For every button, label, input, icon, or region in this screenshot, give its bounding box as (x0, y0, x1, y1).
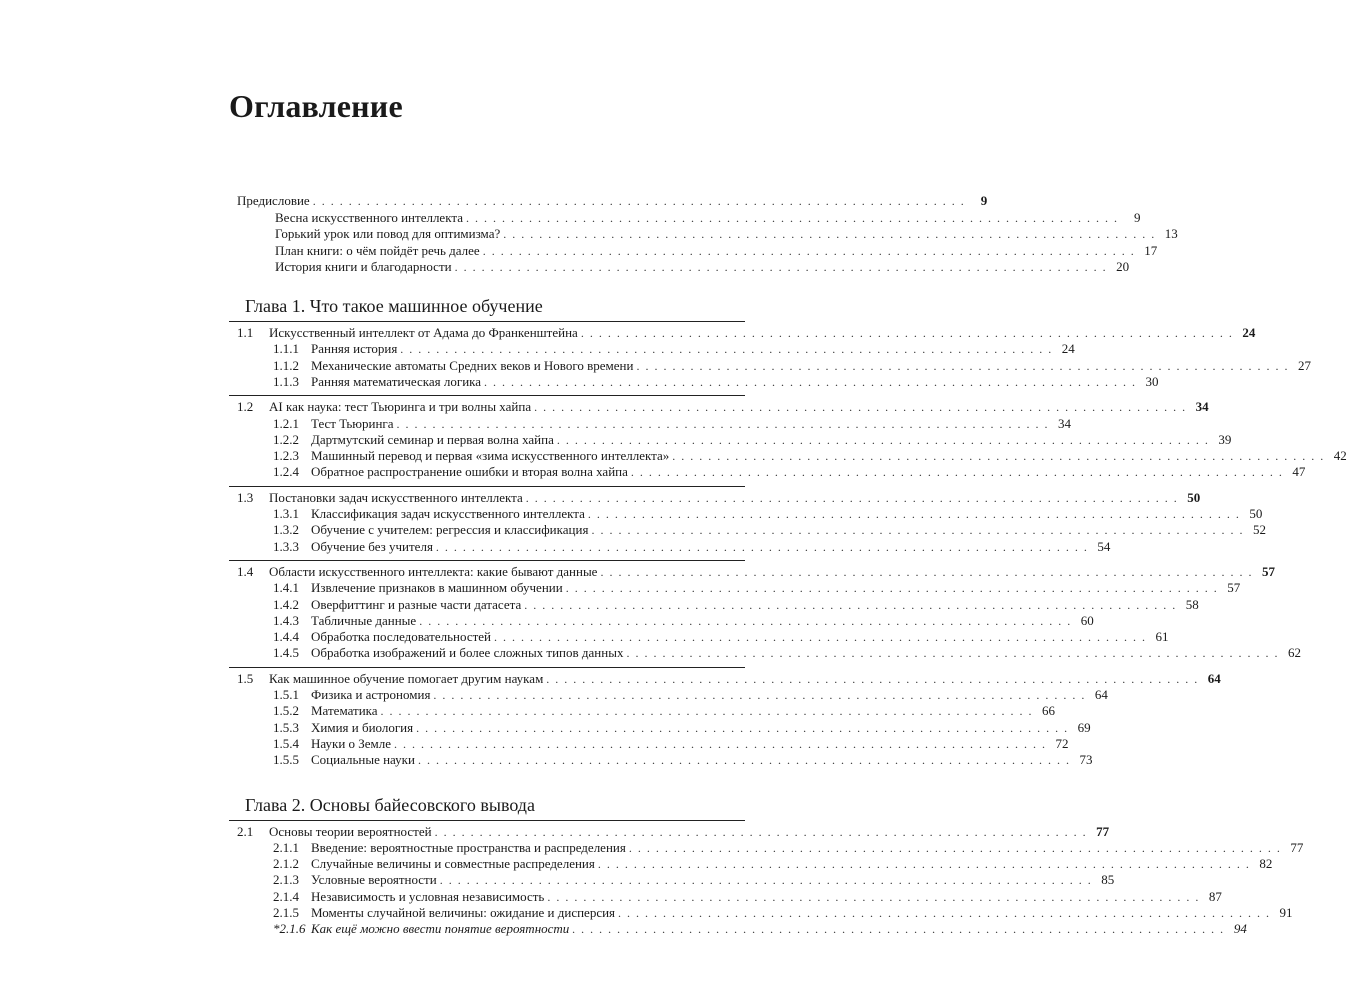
entry-title: Независимость и условная независимость (311, 888, 545, 904)
entry-title: Машинный перевод и первая «зима искусственного интеллекта» (311, 448, 670, 464)
toc-subsection[interactable] (273, 645, 1301, 661)
page-number: 24 (1061, 341, 1075, 357)
entry-number: 1.3.2 (273, 522, 299, 538)
dot-leader: . . . . . . . . . . . . . . . . . . . . . . . . . . . . . . . . . . . . . . . . . . . . . . . . . . . . . . . . . . . . . . . . . . . . . . . . . (618, 906, 1271, 920)
section-divider (229, 395, 745, 396)
entry-number: 1.5.3 (273, 719, 299, 735)
dot-leader: . . . . . . . . . . . . . . . . . . . . . . . . . . . . . . . . . . . . . . . . . . . . . . . . . . . . . . . . . . . . . . . . . . . . . . . . . (636, 358, 1289, 373)
toc-subsection[interactable] (273, 629, 1169, 645)
entry-number: 1.5 (237, 670, 254, 686)
dot-leader: . . . . . . . . . . . . . . . . . . . . . . . . . . . . . . . . . . . . . . . . . . . . . . . . . . . . . . . . . . . . . . . . . . . . . . . . . (484, 374, 1137, 389)
toc-entry-preface-item[interactable] (275, 242, 1158, 259)
entry-number: 2.1 (237, 823, 254, 839)
entry-title: Оверфиттинг и разные части датасета (311, 596, 522, 612)
page-number: 87 (1208, 888, 1222, 904)
dot-leader: . . . . . . . . . . . . . . . . . . . . . . . . . . . . . . . . . . . . . . . . . . . . . . . . . . . . . . . . . . . . . . . . . . . . . . . . . (630, 465, 1284, 480)
entry-title: Классификация задач искусственного интеллекта (311, 506, 585, 521)
dot-leader: . . . . . . . . . . . . . . . . . . . . . . . . . . . . . . . . . . . . . . . . . . . . . . . . . . . . . . . . . . . . . . . . . . . . . . . . . (524, 597, 1177, 612)
entry-number: 1.3.1 (273, 506, 299, 521)
section-divider (229, 560, 745, 561)
dot-leader: . . . . . . . . . . . . . . . . . . . . . . . . . . . . . . . . . . . . . . . . . . . . . . . . . . . . . . . . . . . . . . . . . . . . . . . . . (494, 630, 1147, 645)
toc-subsection[interactable] (273, 921, 1247, 937)
section-divider (229, 667, 745, 668)
entry-title: Горький урок или повод для оптимизма? (275, 226, 501, 242)
dot-leader: . . . . . . . . . . . . . . . . . . . . . . . . . . . . . . . . . . . . . . . . . . . . . . . . . . . . . . . . . . . . . . . . . . . . . . . . . (591, 523, 1244, 538)
entry-title: Обучение без учителя (311, 538, 433, 554)
entry-title: Механические автоматы Средних веков и Нового времени (311, 357, 634, 373)
dot-leader: . . . . . . . . . . . . . . . . . . . . . . . . . . . . . . . . . . . . . . . . . . . . . . . . . . . . . . . . . . . . . . . . . . . . . . . . . (396, 416, 1050, 431)
entry-title: Извлечение признаков в машинном обучении (311, 580, 563, 596)
section-divider (229, 486, 745, 487)
dot-leader: . . . . . . . . . . . . . . . . . . . . . . . . . . . . . . . . . . . . . . . . . . . . . . . . . . . . . . . . . . . . . . . . . . . . . . . . . (600, 564, 1253, 579)
entry-title: Области искусственного интеллекта: какие бывают данные (269, 563, 598, 579)
page-number: 9 (1133, 210, 1141, 225)
entry-title: История книги и благодарности (275, 258, 452, 274)
chapter-heading[interactable]: Глава 1. Что такое машинное обучение (245, 296, 543, 316)
page-number: 58 (1185, 596, 1199, 612)
entry-title: Обратное распространение ошибки и вторая волна хайпа (311, 464, 628, 480)
entry-number: 1.3.3 (273, 538, 299, 554)
page-number: 57 (1261, 563, 1275, 579)
dot-leader: . . . . . . . . . . . . . . . . . . . . . . . . . . . . . . . . . . . . . . . . . . . . . . . . . . . . . . . . . . . . . . . . . . . . . . . . . (546, 671, 1199, 686)
entry-title: Как ещё можно ввести понятие вероятности (311, 921, 570, 937)
entry-title: Физика и астрономия (311, 687, 431, 702)
toc-subsection[interactable] (273, 596, 1199, 613)
dot-leader: . . . . . . . . . . . . . . . . . . . . . . . . . . . . . . . . . . . . . . . . . . . . . . . . . . . . . . . . . . . . . . . . . . . . . . . . . (416, 720, 1069, 735)
toc-section[interactable] (237, 399, 1209, 415)
page-number: 50 (1187, 489, 1201, 505)
page-number: 69 (1077, 719, 1091, 735)
entry-number: 1.4.1 (273, 580, 299, 596)
entry-number: 1.1.3 (273, 373, 299, 389)
dot-leader: . . . . . . . . . . . . . . . . . . . . . . . . . . . . . . . . . . . . . . . . . . . . . . . . . . . . . . . . . . . . . . . . . . . . . . . . . (587, 507, 1241, 521)
toc-entry-preface-item[interactable] (275, 226, 1178, 242)
page-number: 42 (1333, 448, 1347, 464)
page-number: 24 (1242, 325, 1256, 340)
page-number: 64 (1207, 670, 1221, 686)
dot-leader: . . . . . . . . . . . . . . . . . . . . . . . . . . . . . . . . . . . . . . . . . . . . . . . . . . . . . . . . . . . . . . . . . . . . . . . . . (556, 432, 1210, 447)
toc-subsection[interactable] (273, 522, 1266, 538)
toc-section[interactable] (237, 670, 1221, 687)
page-number: 72 (1055, 735, 1069, 751)
dot-leader: . . . . . . . . . . . . . . . . . . . . . . . . . . . . . . . . . . . . . . . . . . . . . . . . . . . . . . . . . . . . . . . . . . . . . . . . . (312, 194, 966, 208)
section-divider (229, 820, 745, 821)
dot-leader: . . . . . . . . . . . . . . . . . . . . . . . . . . . . . . . . . . . . . . . . . . . . . . . . . . . . . . . . . . . . . . . . . . . . . . . . . (547, 889, 1200, 904)
page-number: 20 (1116, 258, 1130, 274)
toc-subsection[interactable] (273, 538, 1111, 555)
toc-subsection[interactable] (273, 415, 1072, 432)
toc-subsection[interactable] (273, 431, 1232, 448)
page-number: 94 (1233, 921, 1247, 937)
dot-leader: . . . . . . . . . . . . . . . . . . . . . . . . . . . . . . . . . . . . . . . . . . . . . . . . . . . . . . . . . . . . . . . . . . . . . . . . . (433, 688, 1086, 702)
dot-leader: . . . . . . . . . . . . . . . . . . . . . . . . . . . . . . . . . . . . . . . . . . . . . . . . . . . . . . . . . . . . . . . . . . . . . . . . . (435, 539, 1089, 554)
page-number: 60 (1080, 612, 1094, 628)
entry-title: Случайные величины и совместные распределения (311, 856, 595, 872)
entry-title: Тест Тьюринга (311, 415, 394, 431)
entry-title: Математика (311, 703, 378, 719)
entry-title: Условные вероятности (311, 872, 437, 888)
dot-leader: . . . . . . . . . . . . . . . . . . . . . . . . . . . . . . . . . . . . . . . . . . . . . . . . . . . . . . . . . . . . . . . . . . . . . . . . . (419, 613, 1072, 628)
dot-leader: . . . . . . . . . . . . . . . . . . . . . . . . . . . . . . . . . . . . . . . . . . . . . . . . . . . . . . . . . . . . . . . . . . . . . . . . . (417, 753, 1071, 768)
entry-number: 1.4.2 (273, 596, 299, 612)
page-number: 61 (1155, 629, 1169, 645)
entry-number: 1.5.4 (273, 735, 299, 751)
toc-subsection[interactable] (273, 719, 1091, 736)
toc-subsection[interactable] (273, 373, 1159, 390)
page-number: 54 (1097, 538, 1111, 554)
dot-leader: . . . . . . . . . . . . . . . . . . . . . . . . . . . . . . . . . . . . . . . . . . . . . . . . . . . . . . . . . . . . . . . . . . . . . . . . . (572, 922, 1225, 937)
page-number: 85 (1101, 872, 1115, 888)
page-number: 66 (1042, 703, 1056, 719)
page-number: 52 (1252, 522, 1266, 538)
page-number: 62 (1287, 645, 1301, 661)
toc-subsection[interactable] (273, 905, 1293, 921)
dot-leader: . . . . . . . . . . . . . . . . . . . . . . . . . . . . . . . . . . . . . . . . . . . . . . . . . . . . . . . . . . . . . . . . . . . . . . . . . (434, 824, 1088, 839)
toc-subsection[interactable] (273, 341, 1075, 357)
entry-title: Весна искусственного интеллекта (275, 210, 463, 225)
toc-subsection[interactable] (273, 580, 1241, 596)
page-number: 77 (1096, 823, 1110, 839)
entry-number: 1.4.4 (273, 629, 299, 645)
dot-leader: . . . . . . . . . . . . . . . . . . . . . . . . . . . . . . . . . . . . . . . . . . . . . . . . . . . . . . . . . . . . . . . . . . . . . . . . . (580, 326, 1234, 340)
page-number: 47 (1292, 464, 1306, 480)
page-number: 73 (1079, 752, 1093, 768)
toc-subsection[interactable] (273, 506, 1263, 522)
entry-title: Искусственный интеллект от Адама до Франкенштейна (269, 325, 578, 340)
dot-leader: . . . . . . . . . . . . . . . . . . . . . . . . . . . . . . . . . . . . . . . . . . . . . . . . . . . . . . . . . . . . . . . . . . . . . . . . . (525, 490, 1179, 505)
toc-subsection[interactable] (273, 888, 1222, 905)
toc-subsection[interactable] (273, 357, 1311, 374)
entry-number: 1.2.3 (273, 448, 299, 464)
toc-subsection[interactable] (273, 703, 1056, 719)
page-number: 77 (1290, 839, 1304, 855)
entry-title: План книги: о чём пойдёт речь далее (275, 242, 480, 258)
entry-title: Химия и биология (311, 719, 414, 735)
entry-number: 2.1.3 (273, 872, 299, 888)
page-number: 34 (1058, 415, 1072, 431)
toc-subsection[interactable] (273, 752, 1093, 768)
dot-leader: . . . . . . . . . . . . . . . . . . . . . . . . . . . . . . . . . . . . . . . . . . . . . . . . . . . . . . . . . . . . . . . . . . . . . . . . . (628, 840, 1282, 855)
page-number: 13 (1164, 226, 1178, 242)
entry-title: Моменты случайной величины: ожидание и дисперсия (311, 905, 616, 920)
toc-section[interactable] (237, 489, 1201, 506)
dot-leader: . . . . . . . . . . . . . . . . . . . . . . . . . . . . . . . . . . . . . . . . . . . . . . . . . . . . . . . . . . . . . . . . . . . . . . . . . (400, 342, 1053, 357)
page-number: 64 (1094, 687, 1108, 702)
entry-number: 1.2.1 (273, 415, 299, 431)
dot-leader: . . . . . . . . . . . . . . . . . . . . . . . . . . . . . . . . . . . . . . . . . . . . . . . . . . . . . . . . . . . . . . . . . . . . . . . . . (672, 449, 1325, 464)
entry-title: Науки о Земле (311, 735, 392, 751)
entry-number: 1.1.1 (273, 341, 299, 357)
page-number: 50 (1249, 506, 1263, 521)
dot-leader: . . . . . . . . . . . . . . . . . . . . . . . . . . . . . . . . . . . . . . . . . . . . . . . . . . . . . . . . . . . . . . . . . . . . . . . . . (534, 400, 1187, 415)
entry-title: Основы теории вероятностей (269, 823, 432, 839)
dot-leader: . . . . . . . . . . . . . . . . . . . . . . . . . . . . . . . . . . . . . . . . . . . . . . . . . . . . . . . . . . . . . . . . . . . . . . . . . (565, 581, 1219, 596)
entry-number: 1.5.1 (273, 687, 299, 702)
dot-leader: . . . . . . . . . . . . . . . . . . . . . . . . . . . . . . . . . . . . . . . . . . . . . . . . . . . . . . . . . . . . . . . . . . . . . . . . . (465, 211, 1119, 225)
entry-number: 2.1.5 (273, 905, 299, 920)
toc-subsection[interactable] (273, 448, 1347, 464)
toc-entry-preface[interactable] (237, 193, 988, 209)
page-number: 91 (1279, 905, 1293, 920)
entry-number: 1.2 (237, 399, 254, 415)
toc-subsection[interactable] (273, 612, 1094, 629)
toc-section[interactable] (237, 325, 1256, 341)
entry-title: Как машинное обучение помогает другим наукам (269, 670, 544, 686)
dot-leader: . . . . . . . . . . . . . . . . . . . . . . . . . . . . . . . . . . . . . . . . . . . . . . . . . . . . . . . . . . . . . . . . . . . . . . . . . (503, 227, 1156, 242)
page-title: Оглавление (229, 88, 403, 124)
dot-leader: . . . . . . . . . . . . . . . . . . . . . . . . . . . . . . . . . . . . . . . . . . . . . . . . . . . . . . . . . . . . . . . . . . . . . . . . . (394, 736, 1047, 751)
toc-subsection[interactable] (273, 687, 1108, 703)
entry-number: 1.4.5 (273, 645, 299, 661)
page-number: 82 (1259, 856, 1273, 872)
dot-leader: . . . . . . . . . . . . . . . . . . . . . . . . . . . . . . . . . . . . . . . . . . . . . . . . . . . . . . . . . . . . . . . . . . . . . . . . . (454, 259, 1108, 274)
toc-subsection[interactable] (273, 464, 1306, 480)
toc-entry-preface-item[interactable] (275, 210, 1141, 226)
entry-number: 1.1.2 (273, 357, 299, 373)
entry-title: Дартмутский семинар и первая волна хайпа (311, 431, 554, 447)
entry-title: Табличные данные (311, 612, 417, 628)
section-divider (229, 321, 745, 322)
entry-number: 1.4.3 (273, 612, 299, 628)
dot-leader: . . . . . . . . . . . . . . . . . . . . . . . . . . . . . . . . . . . . . . . . . . . . . . . . . . . . . . . . . . . . . . . . . . . . . . . . . (626, 646, 1279, 661)
page-number: 57 (1227, 580, 1241, 596)
entry-number: 2.1.2 (273, 856, 299, 872)
entry-number: 1.5.2 (273, 703, 299, 719)
dot-leader: . . . . . . . . . . . . . . . . . . . . . . . . . . . . . . . . . . . . . . . . . . . . . . . . . . . . . . . . . . . . . . . . . . . . . . . . . (380, 704, 1034, 719)
toc-subsection[interactable] (273, 839, 1304, 856)
dot-leader: . . . . . . . . . . . . . . . . . . . . . . . . . . . . . . . . . . . . . . . . . . . . . . . . . . . . . . . . . . . . . . . . . . . . . . . . . (482, 243, 1136, 258)
page-number: 30 (1145, 373, 1159, 389)
page-number: 39 (1218, 431, 1232, 447)
toc-subsection[interactable] (273, 856, 1273, 872)
entry-title: Обработка последовательностей (311, 629, 492, 645)
entry-number: *2.1.6 (273, 921, 306, 937)
page-number: 9 (980, 193, 988, 208)
entry-number: 1.2.4 (273, 464, 299, 480)
entry-title: Обучение с учителем: регрессия и классификация (311, 522, 589, 538)
entry-number: 2.1.4 (273, 888, 299, 904)
entry-title: AI как наука: тест Тьюринга и три волны хайпа (269, 399, 532, 415)
entry-number: 1.2.2 (273, 431, 299, 447)
entry-title: Предисловие (237, 193, 310, 208)
toc-subsection[interactable] (273, 872, 1115, 888)
toc-subsection[interactable] (273, 735, 1069, 752)
dot-leader: . . . . . . . . . . . . . . . . . . . . . . . . . . . . . . . . . . . . . . . . . . . . . . . . . . . . . . . . . . . . . . . . . . . . . . . . . (597, 857, 1251, 872)
entry-number: 2.1.1 (273, 839, 299, 855)
entry-number: 1.4 (237, 563, 254, 579)
toc-section[interactable] (237, 563, 1275, 580)
entry-number: 1.1 (237, 325, 254, 340)
chapter-heading[interactable]: Глава 2. Основы байесовского вывода (245, 794, 535, 815)
page-number: 27 (1297, 357, 1311, 373)
entry-title: Обработка изображений и более сложных типов данных (311, 645, 624, 661)
entry-title: Ранняя история (311, 341, 398, 357)
entry-title: Ранняя математическая логика (311, 373, 482, 389)
entry-title: Введение: вероятностные пространства и распределения (311, 839, 626, 855)
entry-title: Постановки задач искусственного интеллекта (269, 489, 523, 505)
toc-section[interactable] (237, 823, 1110, 840)
entry-number: 1.3 (237, 489, 254, 505)
toc-entry-preface-item[interactable] (275, 258, 1130, 275)
dot-leader: . . . . . . . . . . . . . . . . . . . . . . . . . . . . . . . . . . . . . . . . . . . . . . . . . . . . . . . . . . . . . . . . . . . . . . . . . (439, 873, 1093, 888)
entry-number: 1.5.5 (273, 752, 299, 768)
page-number: 34 (1195, 399, 1209, 415)
page-number: 17 (1144, 242, 1158, 258)
entry-title: Социальные науки (311, 752, 415, 768)
